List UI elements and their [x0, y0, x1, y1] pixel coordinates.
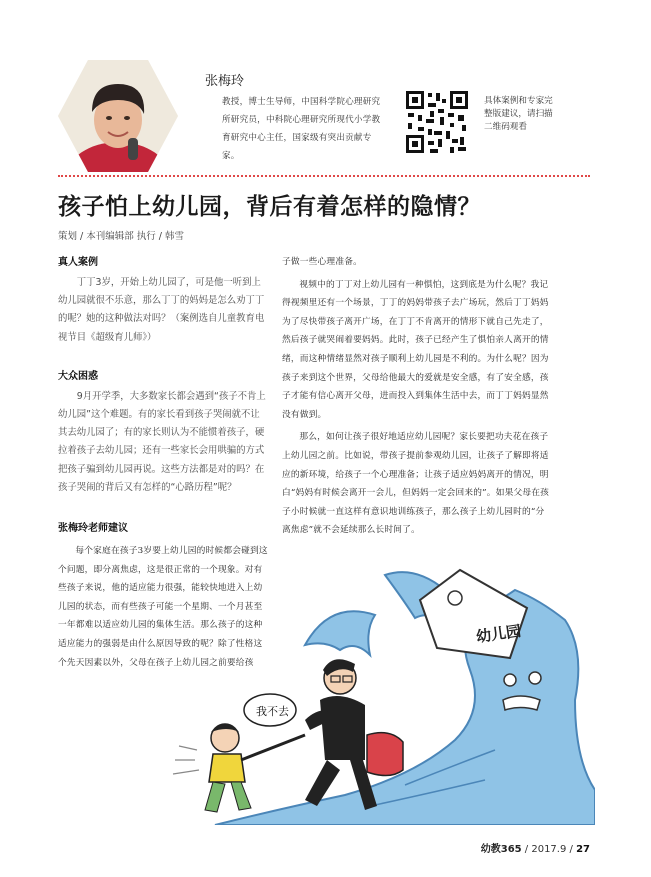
right-para-3: 那么，如何让孩子很好地适应幼儿园呢？家长要把功夫花在孩子上幼儿园之前。比如说，带孩子提前参观幼儿园，让孩子了解即将适应的新环境，给孩子一个心理准备；让孩子适应妈妈离开的情况，明白“妈妈有时候会离开一会儿，但妈妈一定会回来的”。如果父母在孩子小时候就一直这样有意识地训练孩子，那么孩子上幼儿园时的“分离焦虑”就不会延续那么长时间了。: [282, 432, 550, 536]
author-name: 张梅玲: [205, 74, 245, 89]
kindergarten-label: 幼儿园: [475, 621, 523, 646]
magazine-name: 幼教365: [480, 844, 522, 855]
right-para-1: 子做一些心理准备。: [282, 257, 362, 267]
advice-heading: 张梅玲老师建议: [58, 523, 128, 535]
page-number: 27: [576, 844, 590, 855]
qr-code[interactable]: [404, 89, 470, 155]
author-bio: 教授，博士生导师，中国科学院心理研究所研究员，中科院心理研究所现代小学教育研究中心主任，国家级有突出贡献专家。: [222, 97, 381, 161]
speech-bubble-text: 我不去: [256, 705, 289, 718]
right-column: [282, 253, 552, 540]
issue-date: / 2017.9 /: [524, 844, 573, 855]
advice-body: 每个家庭在孩子3岁要上幼儿园的时候都会碰到这个问题，即分离焦虑，这是很正常的一个现象。对有些孩子来说，他的适应能力很强，能较快地进入上幼儿园的状态，而有些孩子可能一个星期、一个月甚至一年都难以适应幼儿园的集体生活。那么孩子的这种适应能力的强弱是由什么原因导致的呢？除了性格这个先天因素以外，父母在孩子上幼儿园之前要给孩: [58, 546, 268, 668]
cartoon-illustration: [155, 560, 595, 825]
article-title: 孩子怕上幼儿园，背后有着怎样的隐情？: [58, 193, 481, 220]
right-para-2: 视频中的丁丁对上幼儿园有一种惧怕，这到底是为什么呢？我记得视频里还有一个场景，丁丁的妈妈带孩子去广场玩，然后丁丁妈妈为了尽快带孩子离开广场，在丁丁不肯离开的情形下就自己先走了，然后孩子就哭闹着要妈妈。此时，孩子已经产生了惧怕亲人离开的情绪，而这种情绪显然对孩子顺利上幼儿园是不利的。为什么呢？因为孩子来到这个世界，父母给他最大的爱就是安全感，有了安全感，孩子才能有信心离开父母，进而投入到集体生活中去，而丁丁妈妈显然没有做到。: [282, 279, 549, 420]
page-footer: [440, 840, 590, 855]
dotted-divider: [58, 175, 590, 177]
confusion-heading: 大众困惑: [58, 370, 98, 382]
author-portrait: [58, 60, 178, 172]
article-credits: 策划 / 本刊编辑部 执行 / 韩雪: [58, 231, 185, 242]
case-body: 丁丁3岁，开始上幼儿园了，可是他一听到上幼儿园就很不乐意，那么丁丁的妈妈是怎么劝丁丁的呢？她的这种做法对吗？（案例选自儿童教育电视节目《超级育儿师》）: [58, 277, 265, 343]
case-heading: 真人案例: [58, 257, 98, 268]
confusion-body: 9月开学季，大多数家长都会遇到“孩子不肯上幼儿园”这个难题。有的家长看到孩子哭闹就不让其去幼儿园了；有的家长则认为不能惯着孩子，硬拉着孩子去幼儿园；还有一些家长会用哄骗的方式把孩子骗到幼儿园再说。这些方法都是对的吗？在孩子哭闹的背后又有怎样的“心路历程”呢？: [58, 390, 266, 493]
qr-caption: 具体案例和专家完整版建议，请扫描二维码观看: [484, 96, 553, 132]
